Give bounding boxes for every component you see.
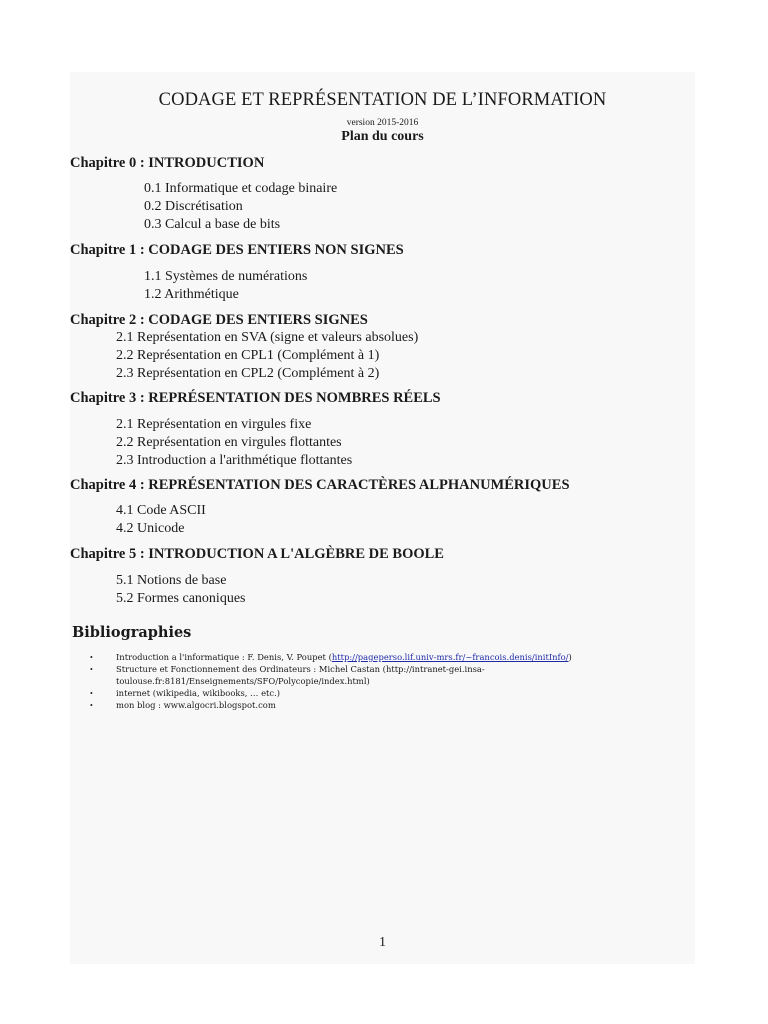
chapter-2-item-3: 2.3 Représentation en CPL2 (Complément à 2)	[116, 366, 380, 381]
chapter-4-title: Chapitre 4 : REPRÉSENTATION DES CARACTÈRES ALPHANUMÉRIQUES	[70, 477, 570, 493]
chapter-1-title: Chapitre 1 : CODAGE DES ENTIERS NON SIGNES	[70, 242, 404, 258]
chapter-3-item-2: 2.2 Représentation en virgules flottantes	[116, 435, 342, 450]
chapter-3-item-1: 2.1 Représentation en virgules fixe	[116, 417, 312, 432]
chapter-3-title: Chapitre 3 : REPRÉSENTATION DES NOMBRES RÉELS	[70, 390, 441, 406]
bibliography-entry-2-line-1: Structure et Fonctionnement des Ordinateurs : Michel Castan (http://intranet-gei.insa-	[116, 664, 485, 674]
bullet-icon: •	[90, 665, 93, 674]
chapter-2-item-2: 2.2 Représentation en CPL1 (Complément à 1)	[116, 348, 380, 363]
chapter-0-item-1: 0.1 Informatique et codage binaire	[144, 181, 338, 196]
chapter-4-item-2: 4.2 Unicode	[116, 521, 185, 536]
bibliography-heading: Bibliographies	[72, 624, 192, 641]
chapter-5-title: Chapitre 5 : INTRODUCTION A L'ALGÈBRE DE BOOLE	[70, 546, 444, 562]
chapter-4-item-1: 4.1 Code ASCII	[116, 503, 206, 518]
page-number: 1	[379, 935, 386, 950]
bibliography-entry-3: internet (wikipedia, wikibooks, … etc.)	[116, 688, 281, 698]
bibliography-entry-1-text: Introduction a l'informatique : F. Denis, V. Poupet (	[116, 652, 332, 662]
bibliography-entry-2	[116, 664, 485, 687]
chapter-0-title: Chapitre 0 : INTRODUCTION	[70, 155, 265, 171]
bibliography-entry-1	[116, 652, 572, 664]
chapter-1-item-2: 1.2 Arithmétique	[144, 287, 239, 302]
chapter-2-item-1: 2.1 Représentation en SVA (signe et valeurs absolues)	[116, 330, 419, 345]
chapter-5-item-1: 5.1 Notions de base	[116, 573, 227, 588]
bibliography-entry-1-link[interactable]: http://pageperso.lif.univ-mrs.fr/~francois.denis/initInfo/	[331, 652, 569, 662]
bullet-icon: •	[90, 689, 93, 698]
bibliography-entry-4: mon blog : www.algocri.blogspot.com	[116, 700, 276, 710]
bullet-icon: •	[90, 701, 93, 710]
document-page	[70, 72, 695, 964]
document-title: CODAGE ET REPRÉSENTATION DE L’INFORMATION	[158, 90, 607, 110]
plan-heading: Plan du cours	[341, 129, 424, 144]
chapter-3-item-3: 2.3 Introduction a l'arithmétique flottantes	[116, 453, 353, 468]
chapter-1-item-1: 1.1 Systèmes de numérations	[144, 269, 308, 284]
bibliography-entry-1-suffix: )	[568, 652, 572, 662]
chapter-0-item-2: 0.2 Discrétisation	[144, 199, 243, 214]
bibliography-entry-2-line-2: toulouse.fr:8181/Enseignements/SFO/Polycopie/index.html)	[116, 675, 370, 686]
chapter-2-title: Chapitre 2 : CODAGE DES ENTIERS SIGNES	[70, 312, 368, 328]
chapter-5-item-2: 5.2 Formes canoniques	[116, 591, 246, 606]
chapter-0-item-3: 0.3 Calcul a base de bits	[144, 217, 281, 232]
version-label: version 2015-2016	[346, 118, 419, 128]
bullet-icon: •	[90, 653, 93, 662]
